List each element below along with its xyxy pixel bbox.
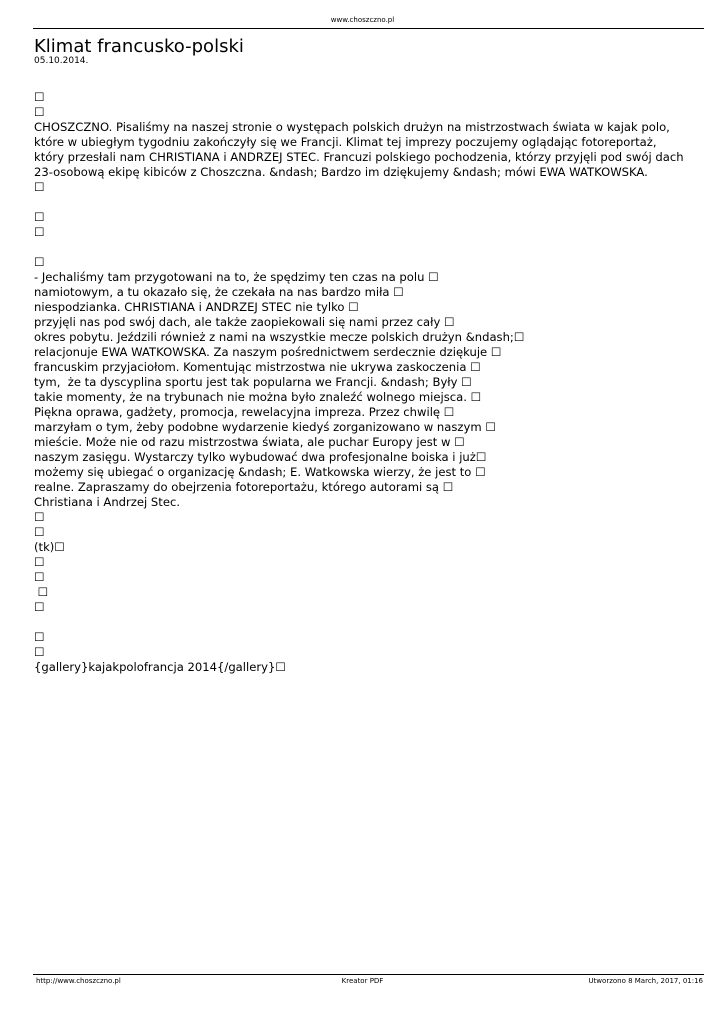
body-line: naszym zasięgu. Wystarczy tylko wybudować dwa profesjonalne boiska i już☐ (34, 450, 487, 464)
placeholder-box: ☐ (34, 585, 49, 599)
footer-divider (33, 974, 704, 975)
body-line: realne. Zapraszamy do obejrzenia fotoreportażu, którego autorami są ☐ (34, 480, 454, 494)
spacer (34, 240, 684, 255)
header-divider (33, 28, 704, 29)
placeholder-box: ☐ (34, 255, 45, 269)
placeholder-box: ☐ (34, 555, 45, 569)
placeholder-box: ☐ (34, 510, 45, 524)
body-line: marzyłam o tym, żeby podobne wydarzenie kiedyś zorganizowano w naszym ☐ (34, 420, 496, 434)
footer-url: http://www.choszczno.pl (36, 977, 121, 985)
spacer (34, 615, 684, 630)
header-site-url: www.choszczno.pl (330, 16, 395, 24)
placeholder-box: ☐ (34, 210, 45, 224)
placeholder-box: ☐ (34, 630, 45, 644)
article-lead: CHOSZCZNO. Pisaliśmy na naszej stronie o występach polskich drużyn na mistrzostwach świata w kajak polo, które w ubiegłym tygodniu zakończyły się we Francji. Klimat tej imprezy poczujemy oglądając fotoreportaż, który przesłali nam CHRISTIANA i ANDRZEJ STEC. Francuzi polskiego pochodzenia, którzy przyjęli pod swój dach 23-osobową ekipę kibiców z Choszczna. &ndash; Bardzo im dziękujemy &ndash; mówi EWA WATKOWSKA. (34, 120, 684, 179)
body-line: okres pobytu. Jeździli również z nami na wszystkie mecze polskich drużyn &ndash;☐ (34, 330, 525, 344)
body-line: francuskim przyjaciołom. Komentując mistrzostwa nie ukrywa zaskoczenia ☐ (34, 360, 481, 374)
body-line: tym, że ta dyscyplina sportu jest tak popularna we Francji. &ndash; Były ☐ (34, 375, 472, 389)
article-title: Klimat francusko-polski (34, 36, 244, 57)
footer-created-date: Utworzono 8 March, 2017, 01:16 (588, 977, 703, 985)
gallery-tag: {gallery}kajakpolofrancja 2014{/gallery}☐ (34, 660, 286, 674)
body-line: namiotowym, a tu okazało się, że czekała na nas bardzo miła ☐ (34, 285, 404, 299)
placeholder-box: ☐ (34, 570, 45, 584)
body-line: - Jechaliśmy tam przygotowani na to, że spędzimy ten czas na polu ☐ (34, 270, 439, 284)
body-line: niespodzianka. CHRISTIANA i ANDRZEJ STEC nie tylko ☐ (34, 300, 359, 314)
placeholder-box: ☐ (34, 225, 45, 239)
article-content (34, 90, 684, 675)
body-line: możemy się ubiegać o organizację &ndash; E. Watkowska wierzy, że jest to ☐ (34, 465, 486, 479)
placeholder-box: ☐ (34, 525, 45, 539)
body-line: przyjęli nas pod swój dach, ale także zaopiekowali się nami przez cały ☐ (34, 315, 455, 329)
placeholder-box: ☐ (34, 180, 45, 194)
footer-creator: Kreator PDF (341, 977, 384, 985)
spacer (34, 195, 684, 210)
placeholder-box: ☐ (34, 600, 45, 614)
body-line: mieście. Może nie od razu mistrzostwa świata, ale puchar Europy jest w ☐ (34, 435, 465, 449)
body-line: relacjonuje EWA WATKOWSKA. Za naszym pośrednictwem serdecznie dziękuje ☐ (34, 345, 502, 359)
article-date: 05.10.2014. (34, 56, 89, 66)
article-signature: (tk)☐ (34, 540, 65, 554)
body-line: Piękna oprawa, gadżety, promocja, rewelacyjna impreza. Przez chwilę ☐ (34, 405, 455, 419)
body-line: takie momenty, że na trybunach nie można było znaleźć wolnego miejsca. ☐ (34, 390, 482, 404)
body-line: Christiana i Andrzej Stec. (34, 495, 181, 509)
placeholder-box: ☐ (34, 90, 45, 104)
placeholder-box: ☐ (34, 645, 45, 659)
placeholder-box: ☐ (34, 105, 45, 119)
